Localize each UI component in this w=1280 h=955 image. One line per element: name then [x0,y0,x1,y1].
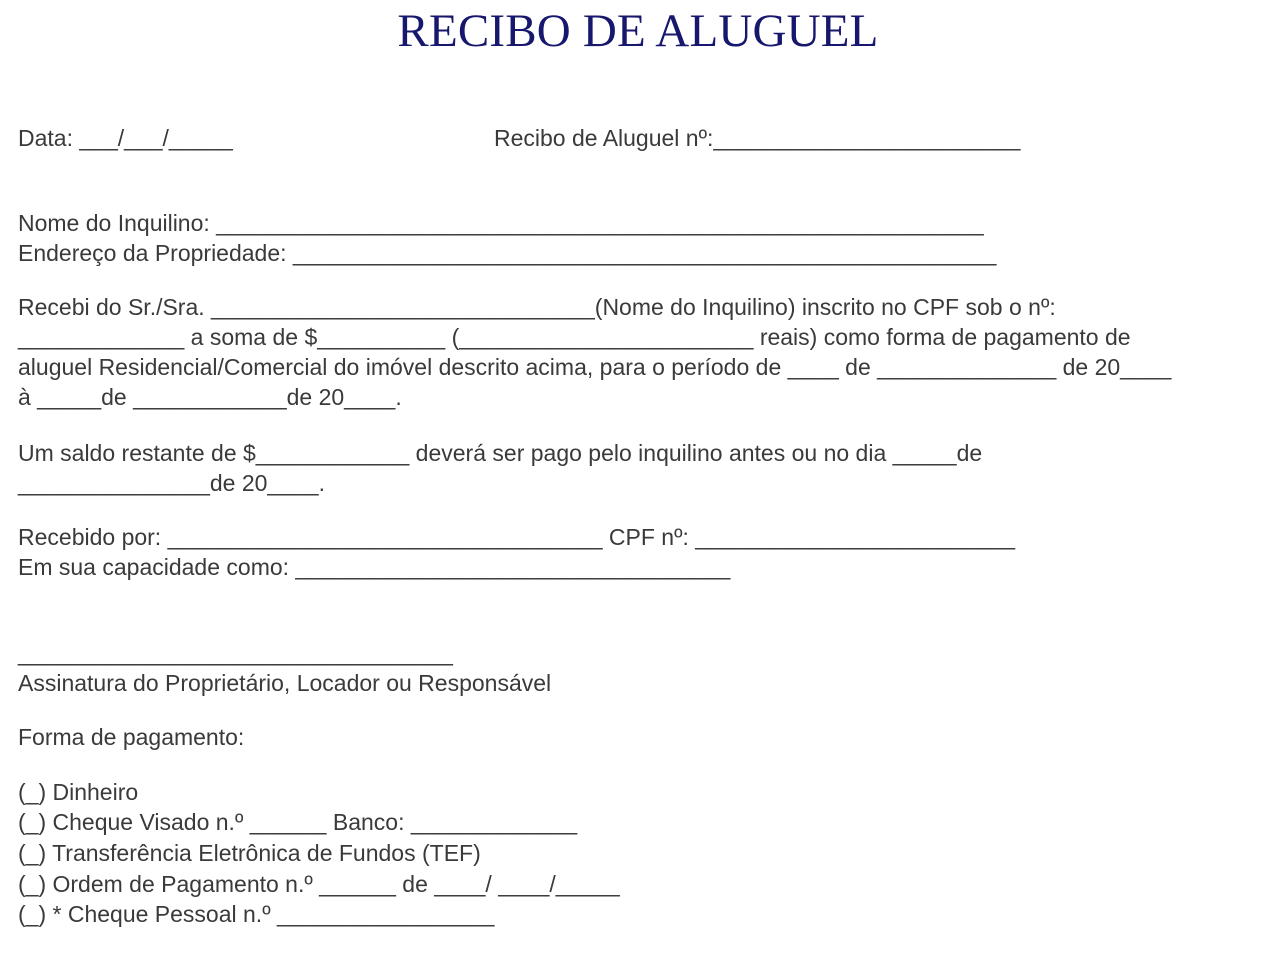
capacity-line: Em sua capacidade como: __________________________________ [18,554,731,580]
received-paragraph-line-4: à _____de ____________de 20____. [18,384,402,410]
signature-label: Assinatura do Proprietário, Locador ou Responsável [18,670,552,696]
signature-line: __________________________________ [18,640,453,666]
received-paragraph-line-1: Recebi do Sr./Sra. ______________________________(Nome do Inquilino) inscrito no CPF sob o nº: [18,294,1056,320]
property-address-line: Endereço da Propriedade: _______________________________________________________ [18,240,997,266]
payment-option-eft: (_) Transferência Eletrônica de Fundos (TEF) [18,840,481,866]
payment-option-cash: (_) Dinheiro [18,779,139,805]
document-title: RECIBO DE ALUGUEL [397,5,879,57]
received-by-line: Recebido por: __________________________________ CPF nº: _________________________ [18,524,1016,550]
receipt-number-field: Recibo de Aluguel nº:________________________ [494,125,1021,151]
balance-paragraph-line-2: _______________de 20____. [18,470,325,496]
payment-heading: Forma de pagamento: [18,724,245,750]
date-field: Data: ___/___/_____ [18,125,233,151]
balance-paragraph-line-1: Um saldo restante de $____________ deverá ser pago pelo inquilino antes ou no dia _____de [18,440,983,466]
received-paragraph-line-2: _____________ a soma de $__________ (_______________________ reais) como forma de pagamento de [18,324,1131,350]
tenant-name-line: Nome do Inquilino: ____________________________________________________________ [18,210,984,236]
received-paragraph-line-3: aluguel Residencial/Comercial do imóvel descrito acima, para o período de ____ de ______________ de 20____ [18,354,1172,380]
payment-option-personal-check: (_) * Cheque Pessoal n.º _________________ [18,901,495,927]
payment-option-certified-check: (_) Cheque Visado n.º ______ Banco: _____________ [18,809,578,835]
payment-option-money-order: (_) Ordem de Pagamento n.º ______ de ____/ ____/_____ [18,871,620,897]
